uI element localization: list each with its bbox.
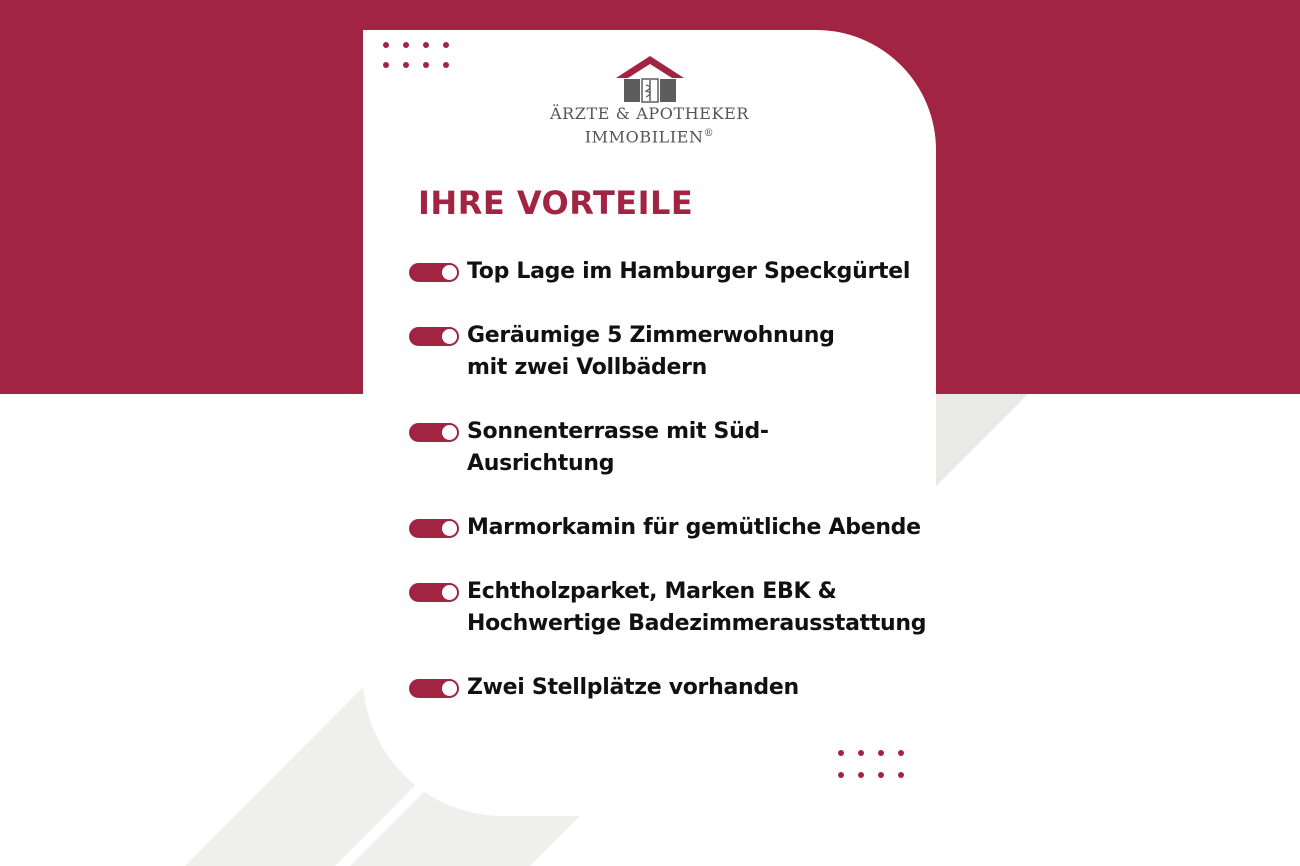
benefit-text: Geräumige 5 Zimmerwohnung mit zwei Vollbädern bbox=[467, 323, 835, 380]
section-title: IHRE VORTEILE bbox=[418, 184, 694, 222]
toggle-icon bbox=[409, 327, 459, 346]
benefit-text: Zwei Stellplätze vorhanden bbox=[467, 675, 799, 700]
toggle-icon bbox=[409, 679, 459, 698]
logo-line-1: ÄRZTE & APOTHEKER bbox=[549, 104, 750, 123]
benefit-text: Echtholzparket, Marken EBK & Hochwertige Badezimmerausstattung bbox=[467, 579, 927, 636]
trademark-symbol: ® bbox=[703, 128, 715, 139]
benefit-text: Sonnenterrasse mit Süd- Ausrichtung bbox=[467, 419, 769, 476]
logo-wordmark bbox=[363, 104, 936, 147]
benefit-text: Top Lage im Hamburger Speckgürtel bbox=[467, 259, 911, 284]
grey-diagonal-shape-right bbox=[936, 394, 1028, 486]
house-caduceus-icon bbox=[612, 54, 688, 104]
toggle-icon bbox=[409, 583, 459, 602]
toggle-icon bbox=[409, 519, 459, 538]
benefit-text: Marmorkamin für gemütliche Abende bbox=[467, 515, 921, 540]
toggle-icon bbox=[409, 423, 459, 442]
benefits-card bbox=[363, 30, 936, 816]
company-logo bbox=[363, 54, 936, 147]
logo-line-2: IMMOBILIEN® bbox=[584, 127, 715, 147]
toggle-icon bbox=[409, 263, 459, 282]
